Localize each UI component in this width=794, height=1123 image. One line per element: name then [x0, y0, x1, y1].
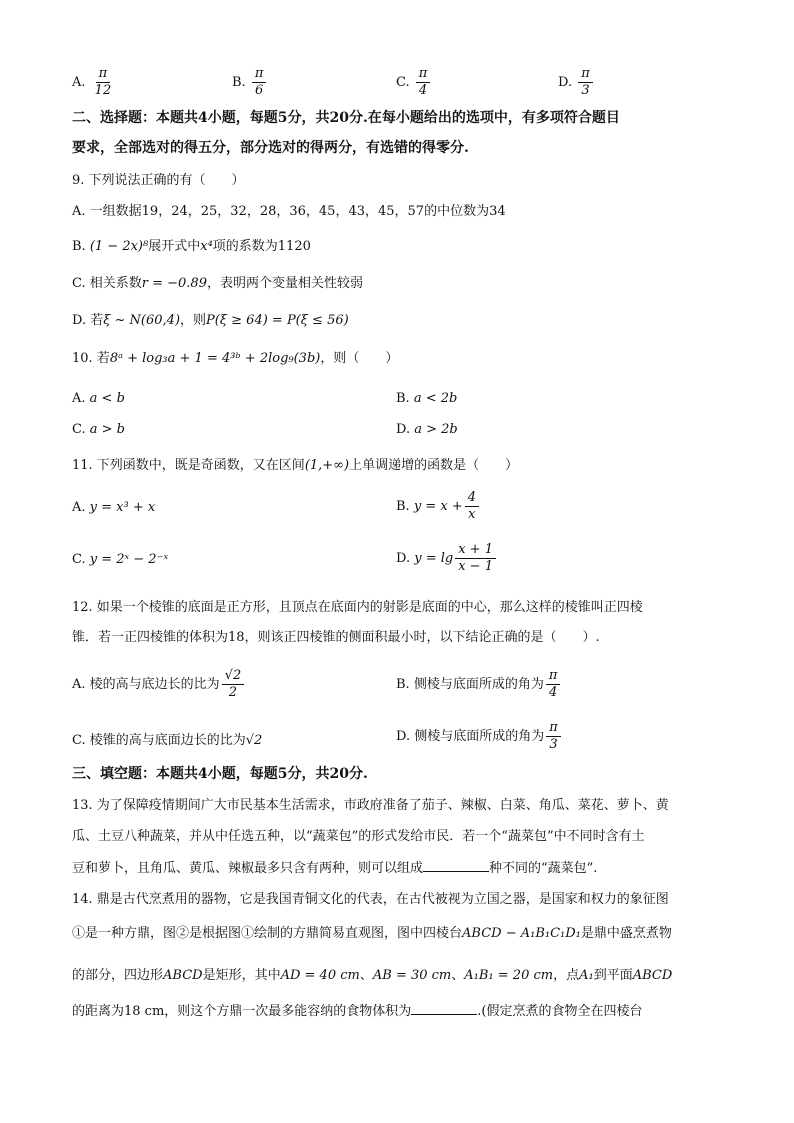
q12-d-fraction: $\frac{\pi}{3}$ — [546, 720, 561, 753]
section3-heading: 三、填空题：本题共4小题，每题5分，共20分. — [72, 766, 368, 782]
q13-line2: 瓜、土豆八种蔬菜，并从中任选五种，以“蔬菜包”的形式发给市民．若一个“蔬菜包”中不同时含有土 — [72, 829, 645, 844]
q8-d-fraction: $\frac{\pi}{3}$ — [578, 66, 593, 99]
q12-option-c: C. 棱锥的高与底面边长的比为√2 — [72, 733, 263, 748]
q12-option-b: B. 侧棱与底面所成的角为 $\frac{\pi}{4}$ — [396, 668, 562, 701]
q11-stem: 11. 下列函数中，既是奇函数，又在区间(1,+∞)上单调递增的函数是（ ） — [72, 458, 519, 473]
q11-d-fraction: $\frac{x + 1}{x - 1}$ — [455, 542, 496, 575]
q14-line1: 14. 鼎是古代烹煮用的器物，它是我国青铜文化的代表，在古代被视为立国之器，是国家和权力的象征图 — [72, 892, 669, 907]
q11-option-c: C. y = 2ˣ − 2⁻ˣ — [72, 552, 169, 567]
q12-option-a: A. 棱的高与底边长的比为 $\frac{√2}{2}$ — [72, 668, 246, 701]
section2-heading-line1: 二、选择题：本题共4小题，每题5分，共20分.在每小题给出的选项中，有多项符合题目 — [72, 110, 620, 126]
q8-option-a: A. $\frac{\pi}{12}$ — [72, 66, 116, 99]
q10-option-c: C. a > b — [72, 422, 125, 437]
q12-a-fraction: $\frac{√2}{2}$ — [222, 668, 245, 701]
q10-option-b: B. a < 2b — [396, 391, 458, 406]
q8-option-d: D. $\frac{\pi}{3}$ — [558, 66, 595, 99]
q10-option-d: D. a > 2b — [396, 422, 458, 437]
q13-line3: 豆和萝卜，且角瓜、黄瓜、辣椒最多只含有两种，则可以组成 种不同的“蔬菜包”. — [72, 861, 598, 876]
q14-line3: 的部分，四边形ABCD是矩形，其中AD = 40 cm、AB = 30 cm、A₁B₁ = 20 cm，点A₁到平面ABCD — [72, 968, 673, 983]
q14-line4: 的距离为18 cm，则这个方鼎一次最多能容纳的食物体积为 .(假定烹煮的食物全在四棱台 — [72, 1004, 643, 1019]
q8-option-b: B. $\frac{\pi}{6}$ — [232, 66, 268, 99]
q10-option-a: A. a < b — [72, 391, 125, 406]
q11-option-d: D. y = lg $\frac{x + 1}{x - 1}$ — [396, 542, 498, 575]
q11-b-fraction: $\frac{4}{x}$ — [465, 490, 479, 523]
q9-stem: 9. 下列说法正确的有（ ） — [72, 173, 245, 188]
q14-line2: ①是一种方鼎，图②是根据图①绘制的方鼎简易直观图，图中四棱台ABCD − A₁B₁C₁D₁是鼎中盛烹煮物 — [72, 926, 672, 941]
q9-option-d: D. 若ξ ~ N(60,4)，则P(ξ ≥ 64) = P(ξ ≤ 56) — [72, 313, 349, 328]
q8-b-fraction: $\frac{\pi}{6}$ — [252, 66, 267, 99]
q10-stem: 10. 若8ᵃ + log₃a + 1 = 4³ᵇ + 2log₉(3b)，则（ ） — [72, 351, 399, 366]
q12-stem-line2: 锥．若一正四棱锥的体积为18，则该正四棱锥的侧面积最小时，以下结论正确的是（ ）. — [72, 630, 600, 645]
q14-answer-blank[interactable] — [411, 1014, 477, 1015]
q11-option-b: B. y = x + $\frac{4}{x}$ — [396, 490, 481, 523]
q12-b-fraction: $\frac{\pi}{4}$ — [546, 668, 561, 701]
section2-heading-line2: 要求，全部选对的得五分，部分选对的得两分，有选错的得零分. — [72, 140, 469, 156]
q13-line1: 13. 为了保障疫情期间广大市民基本生活需求，市政府准备了茄子、辣椒、白菜、角瓜、菜花、萝卜、黄 — [72, 798, 669, 813]
q9-option-a: A. 一组数据19，24，25，32，28，36，45，43，45，57的中位数为34 — [72, 204, 506, 219]
q12-option-d: D. 侧棱与底面所成的角为 $\frac{\pi}{3}$ — [396, 720, 563, 753]
q8-a-fraction: $\frac{\pi}{12}$ — [94, 66, 112, 98]
q8-c-fraction: $\frac{\pi}{4}$ — [416, 66, 431, 99]
q9-option-b: B. (1 − 2x)⁸展开式中x⁴项的系数为1120 — [72, 239, 311, 254]
q8-option-c: C. $\frac{\pi}{4}$ — [396, 66, 432, 99]
q9-option-c: C. 相关系数r = −0.89，表明两个变量相关性较弱 — [72, 276, 363, 291]
q12-stem-line1: 12. 如果一个棱锥的底面是正方形，且顶点在底面内的射影是底面的中心，那么这样的棱锥叫正四棱 — [72, 600, 643, 615]
q11-option-a: A. y = x³ + x — [72, 500, 156, 515]
q13-answer-blank[interactable] — [423, 871, 489, 872]
